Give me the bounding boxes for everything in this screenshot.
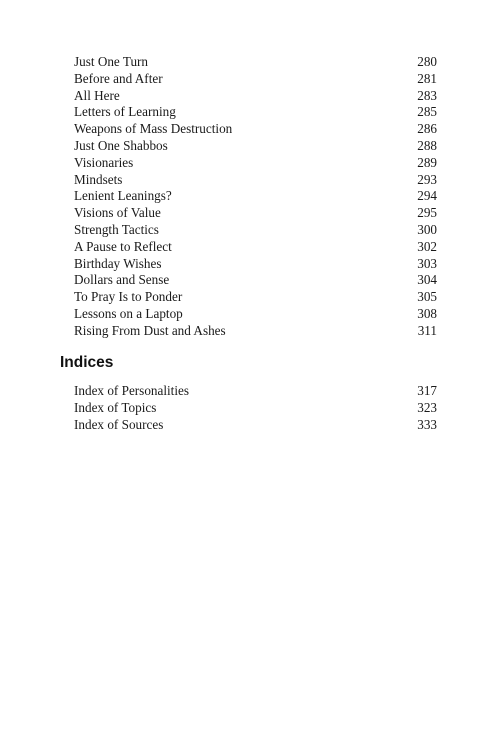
toc-entry-page: 308 <box>417 305 437 321</box>
toc-entry-page: 311 <box>417 322 437 338</box>
toc-entry-title: Weapons of Mass Destruction <box>74 121 233 137</box>
toc-entry-page: 289 <box>417 154 437 170</box>
toc-entry[interactable] <box>74 272 437 289</box>
toc-entry-page: 280 <box>417 54 437 69</box>
contents-list <box>74 54 437 340</box>
toc-entry[interactable] <box>74 400 437 417</box>
toc-entry[interactable] <box>74 121 437 138</box>
toc-entry-page: 283 <box>417 87 437 103</box>
toc-entry-page: 281 <box>417 70 437 86</box>
indices-list <box>74 383 437 433</box>
toc-entry-page: 293 <box>417 171 437 187</box>
toc-entry[interactable] <box>74 188 437 205</box>
toc-entry-title: Strength Tactics <box>74 221 159 237</box>
toc-entry-title: Lessons on a Laptop <box>74 305 183 321</box>
toc-entry-page: 333 <box>417 416 437 432</box>
toc-entry-title: A Pause to Reflect <box>74 238 172 254</box>
toc-entry-page: 305 <box>417 289 437 305</box>
toc-entry-title: All Here <box>74 87 120 103</box>
toc-entry-title: Index of Personalities <box>74 383 189 398</box>
toc-entry[interactable] <box>74 88 437 105</box>
toc-entry[interactable] <box>74 71 437 88</box>
toc-entry-page: 288 <box>417 137 437 153</box>
toc-entry[interactable] <box>74 172 437 189</box>
toc-entry-title: To Pray Is to Ponder <box>74 289 183 305</box>
toc-entry-page: 302 <box>417 238 437 254</box>
toc-entry-title: Visions of Value <box>74 205 161 221</box>
toc-entry[interactable] <box>74 222 437 239</box>
toc-entry-page: 323 <box>417 399 437 415</box>
toc-entry-page: 303 <box>417 255 437 271</box>
toc-entry-title: Index of Sources <box>74 416 164 432</box>
toc-entry-title: Before and After <box>74 70 163 86</box>
toc-entry[interactable] <box>74 155 437 172</box>
toc-entry[interactable] <box>74 239 437 256</box>
toc-entry[interactable] <box>74 289 437 306</box>
toc-entry-page: 286 <box>417 121 437 137</box>
toc-entry-title: Lenient Leanings? <box>74 188 172 204</box>
toc-entry[interactable] <box>74 104 437 121</box>
toc-entry-page: 295 <box>417 205 437 221</box>
toc-entry-title: Mindsets <box>74 171 123 187</box>
toc-entry-page: 304 <box>417 272 437 288</box>
toc-entry-page: 294 <box>417 188 437 204</box>
toc-entry-title: Index of Topics <box>74 399 157 415</box>
toc-entry-title: Birthday Wishes <box>74 255 162 271</box>
toc-entry-title: Just One Shabbos <box>74 137 168 153</box>
toc-entry-page: 317 <box>417 383 437 398</box>
toc-entry-title: Dollars and Sense <box>74 272 170 288</box>
toc-entry-page: 300 <box>417 221 437 237</box>
toc-entry[interactable] <box>74 306 437 323</box>
indices-heading: Indices <box>60 354 114 371</box>
toc-entry-page: 285 <box>417 104 437 120</box>
toc-entry[interactable] <box>74 256 437 273</box>
toc-entry-title: Rising From Dust and Ashes <box>74 322 226 338</box>
toc-entry[interactable] <box>74 417 437 434</box>
toc-entry-title: Visionaries <box>74 154 134 170</box>
toc-entry[interactable] <box>74 138 437 155</box>
toc-entry[interactable] <box>74 205 437 222</box>
toc-entry[interactable] <box>74 323 437 340</box>
toc-entry[interactable] <box>74 54 437 71</box>
toc-entry-title: Letters of Learning <box>74 104 176 120</box>
toc-entry[interactable] <box>74 383 437 400</box>
toc-entry-title: Just One Turn <box>74 54 149 69</box>
